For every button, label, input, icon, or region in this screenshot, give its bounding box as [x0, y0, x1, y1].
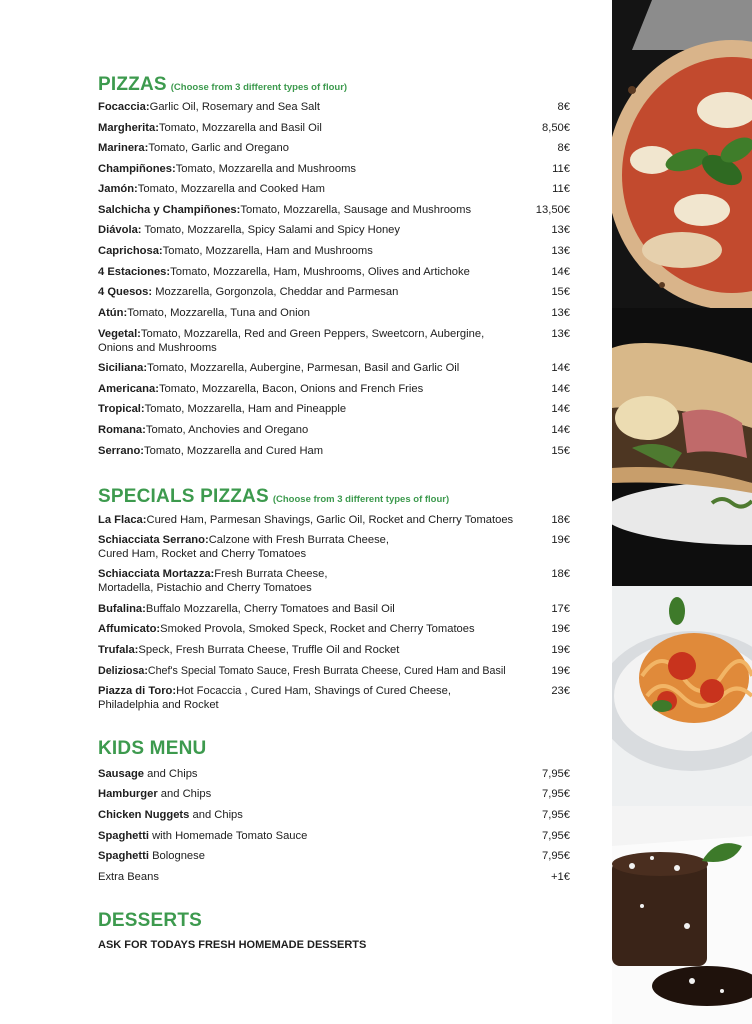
- item-price: 14€: [551, 362, 570, 374]
- item-name: Jamón:: [98, 183, 138, 195]
- item-description-line2: Philadelphia and Rocket: [98, 699, 219, 711]
- menu-item: [98, 423, 572, 437]
- menu-item: [98, 622, 572, 636]
- menu-item: [98, 829, 572, 843]
- item-price: 19€: [551, 665, 570, 677]
- item-name: Serrano:: [98, 445, 145, 457]
- item-name: Trufala:: [98, 644, 139, 656]
- item-name: Schiacciata Serrano:: [98, 534, 209, 546]
- item-description: and Chips: [144, 768, 198, 780]
- item-price: 19€: [551, 534, 570, 546]
- menu-item: [98, 141, 572, 155]
- item-description: Tomato, Mozzarella, Bacon, Onions and French Fries: [158, 383, 424, 395]
- kids-heading: [98, 738, 206, 760]
- item-name: Spaghetti: [98, 830, 149, 842]
- item-name: Diávola:: [98, 224, 142, 236]
- item-description: Tomato, Mozzarella and Cured Ham: [144, 445, 324, 457]
- item-description: Chef's Special Tomato Sauce, Fresh Burrata Cheese, Cured Ham and Basil: [147, 665, 506, 677]
- item-price: 18€: [551, 514, 570, 526]
- item-price: 13,50€: [535, 204, 570, 216]
- item-price: 8,50€: [542, 122, 570, 134]
- item-price: 7,95€: [542, 809, 570, 821]
- item-price: 7,95€: [542, 788, 570, 800]
- item-description: and Chips: [157, 788, 212, 800]
- item-description: Fresh Burrata Cheese,: [214, 568, 328, 580]
- menu-item: [98, 643, 572, 657]
- item-name: Romana:: [98, 424, 146, 436]
- menu-item: [98, 361, 572, 375]
- item-price: 13€: [551, 224, 570, 236]
- item-price: 15€: [551, 286, 570, 298]
- item-description: Tomato, Mozzarella, Aubergine, Parmesan, Basil and Garlic Oil: [147, 362, 460, 374]
- item-name: Marinera:: [98, 142, 149, 154]
- menu-item: [98, 223, 572, 237]
- menu-item: [98, 306, 572, 320]
- menu-item: [98, 244, 572, 258]
- item-price: 14€: [551, 403, 570, 415]
- item-description: Tomato, Mozzarella, Sausage and Mushrooms: [240, 204, 472, 216]
- specials-heading: [98, 486, 449, 508]
- menu-item: [98, 121, 572, 135]
- item-price: 11€: [552, 183, 570, 195]
- item-description: Tomato, Mozzarella, Ham and Pineapple: [144, 403, 347, 415]
- item-name: Schiacciata Mortazza:: [98, 568, 215, 580]
- dessert-photo: [612, 806, 752, 1024]
- desserts-note: ASK FOR TODAYS FRESH HOMEMADE DESSERTS: [98, 939, 367, 951]
- item-name: Tropical:: [98, 403, 145, 415]
- item-name: Caprichosa:: [98, 245, 163, 257]
- item-description-line2: Cured Ham, Rocket and Cherry Tomatoes: [98, 548, 307, 560]
- menu-item: [98, 533, 572, 561]
- food-photo-column: [612, 0, 752, 1024]
- item-price: 7,95€: [542, 830, 570, 842]
- item-price: 19€: [551, 623, 570, 635]
- menu-item: [98, 182, 572, 196]
- item-description: Tomato, Anchovies and Oregano: [145, 424, 309, 436]
- item-price: 19€: [551, 644, 570, 656]
- item-description: Smoked Provola, Smoked Speck, Rocket and Cherry Tomatoes: [160, 623, 475, 635]
- item-name: 4 Estaciones:: [98, 266, 171, 278]
- menu-item: [98, 382, 572, 396]
- item-name: Focaccia:: [98, 101, 150, 113]
- item-description: Speck, Fresh Burrata Cheese, Truffle Oil and Rocket: [138, 644, 400, 656]
- menu-item: [98, 162, 572, 176]
- item-price: 15€: [551, 445, 570, 457]
- item-description: and Chips: [189, 809, 243, 821]
- item-price: 7,95€: [542, 850, 570, 862]
- menu-item: [98, 664, 572, 678]
- item-description: Tomato, Mozzarella and Cooked Ham: [137, 183, 325, 195]
- item-description: Tomato, Mozzarella, Tuna and Onion: [127, 307, 311, 319]
- item-description: Mozzarella, Gorgonzola, Cheddar and Parmesan: [152, 286, 399, 298]
- item-name: Spaghetti: [98, 850, 149, 862]
- item-name: Margherita:: [98, 122, 159, 134]
- item-description: Tomato, Mozzarella and Basil Oil: [158, 122, 322, 134]
- item-description: Tomato, Mozzarella and Mushrooms: [175, 163, 357, 175]
- pizzas-heading: [98, 74, 347, 96]
- item-price: 13€: [551, 328, 570, 340]
- item-description: Hot Focaccia , Cured Ham, Shavings of Cured Cheese,: [176, 685, 451, 697]
- item-name: Hamburger: [98, 788, 158, 800]
- item-price: 13€: [551, 245, 570, 257]
- item-description: Garlic Oil, Rosemary and Sea Salt: [149, 101, 320, 113]
- pizza-photo: [612, 0, 752, 308]
- item-name: Siciliana:: [98, 362, 148, 374]
- item-name: Chicken Nuggets: [98, 809, 190, 821]
- menu-item: [98, 567, 572, 595]
- item-price: 18€: [551, 568, 570, 580]
- menu-item: [98, 808, 572, 822]
- item-name: Sausage: [98, 768, 145, 780]
- menu-item: [98, 402, 572, 416]
- item-price: 7,95€: [542, 768, 570, 780]
- menu-item: [98, 444, 572, 458]
- item-description: Calzone with Fresh Burrata Cheese,: [208, 534, 390, 546]
- item-name: Salchicha y Champiñones:: [98, 204, 241, 216]
- spaghetti-photo: [612, 586, 752, 806]
- menu-item: [98, 327, 572, 355]
- item-name: Vegetal:: [98, 328, 141, 340]
- item-description: Extra Beans: [98, 871, 159, 883]
- menu-item: [98, 265, 572, 279]
- item-price: 11€: [552, 163, 570, 175]
- item-name: Americana:: [98, 383, 159, 395]
- item-name: Champiñones:: [98, 163, 176, 175]
- menu-item: [98, 100, 572, 114]
- item-price: 14€: [551, 266, 570, 278]
- schiacciata-photo: [612, 308, 752, 586]
- item-description: Bolognese: [148, 850, 205, 862]
- menu-item: [98, 767, 572, 781]
- item-price: 17€: [551, 603, 570, 615]
- item-description-line2: Mortadella, Pistachio and Cherry Tomatoes: [98, 582, 312, 594]
- item-price: 13€: [551, 307, 570, 319]
- item-price: 14€: [551, 424, 570, 436]
- menu-item: [98, 684, 572, 712]
- item-name: Deliziosa:: [98, 665, 148, 677]
- menu-item: [98, 849, 572, 863]
- menu-item: [98, 285, 572, 299]
- menu-item: [98, 513, 572, 527]
- specials-title: SPECIALS PIZZAS: [98, 486, 269, 507]
- desserts-title: DESSERTS: [98, 910, 203, 931]
- item-description: Tomato, Mozzarella, Ham, Mushrooms, Olives and Artichoke: [170, 266, 470, 278]
- item-name: Affumicato:: [98, 623, 161, 635]
- item-description: Buffalo Mozzarella, Cherry Tomatoes and Basil Oil: [145, 603, 395, 615]
- item-description: Cured Ham, Parmesan Shavings, Garlic Oil, Rocket and Cherry Tomatoes: [146, 514, 514, 526]
- item-name: Atún:: [98, 307, 128, 319]
- pizzas-flour-note: (Choose from 3 different types of flour): [170, 82, 348, 93]
- item-description: Tomato, Mozzarella, Red and Green Peppers, Sweetcorn, Aubergine, Onions and Mushrooms: [98, 328, 485, 354]
- kids-title: KIDS MENU: [98, 738, 207, 759]
- pizzas-title: PIZZAS: [98, 74, 167, 95]
- desserts-heading: [98, 910, 202, 932]
- item-name: La Flaca:: [98, 514, 147, 526]
- menu-item: [98, 870, 572, 884]
- item-description: Tomato, Mozzarella, Ham and Mushrooms: [162, 245, 373, 257]
- item-price: 8€: [557, 101, 570, 113]
- item-price: +1€: [551, 871, 570, 883]
- item-price: 23€: [551, 685, 570, 697]
- menu-item: [98, 203, 572, 217]
- item-name: Piazza di Toro:: [98, 685, 177, 697]
- specials-flour-note: (Choose from 3 different types of flour): [272, 494, 450, 505]
- menu-item: [98, 602, 572, 616]
- item-description: Tomato, Garlic and Oregano: [148, 142, 289, 154]
- item-description: Tomato, Mozzarella, Spicy Salami and Spicy Honey: [141, 224, 400, 236]
- item-name: Bufalina:: [98, 603, 146, 615]
- item-price: 14€: [551, 383, 570, 395]
- item-price: 8€: [557, 142, 570, 154]
- item-name: 4 Quesos:: [98, 286, 153, 298]
- item-description: with Homemade Tomato Sauce: [148, 830, 308, 842]
- menu-item: [98, 787, 572, 801]
